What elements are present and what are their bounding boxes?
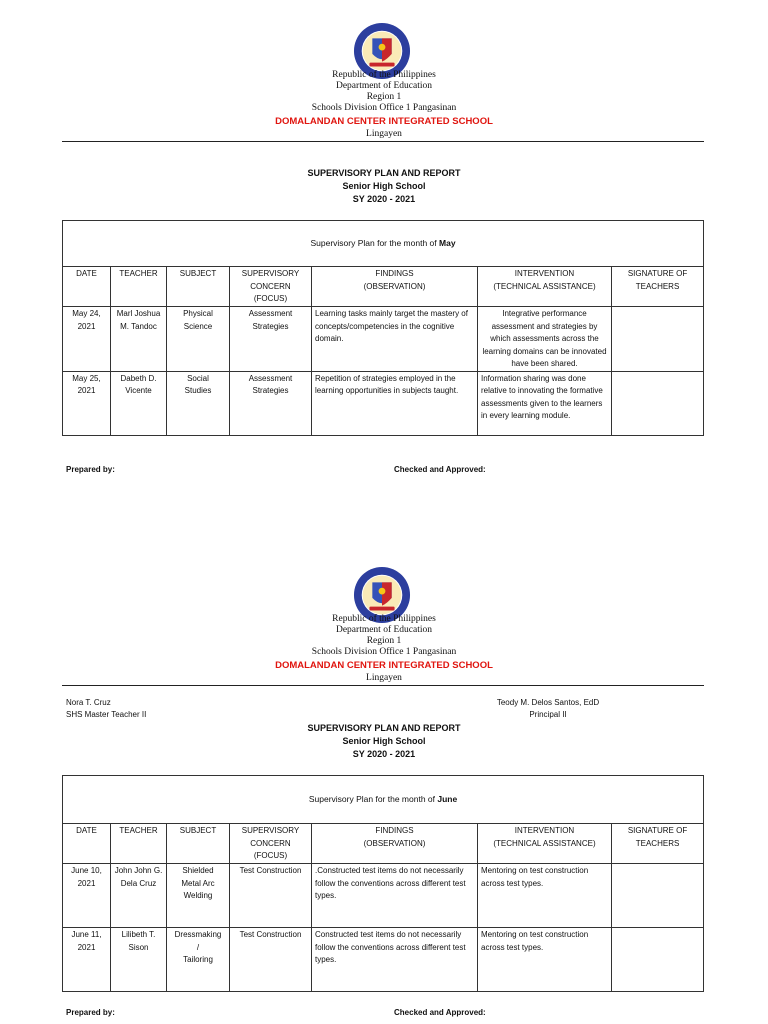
header-divider bbox=[62, 141, 704, 142]
col-intervention: INTERVENTION (TECHNICAL ASSISTANCE) bbox=[478, 267, 612, 307]
col-findings: FINDINGS (OBSERVATION) bbox=[312, 824, 478, 864]
month-title-prefix: Supervisory Plan for the month of bbox=[308, 794, 435, 805]
cell-subject: Dressmaking / Tailoring bbox=[167, 928, 230, 992]
col-concern: SUPERVISORY CONCERN (FOCUS) bbox=[230, 267, 312, 307]
cell-concern: Assessment Strategies bbox=[230, 371, 312, 435]
checked-approved-label: Checked and Approved: bbox=[394, 1008, 486, 1017]
signatory-principal bbox=[492, 697, 604, 721]
signatory-teacher bbox=[66, 697, 146, 721]
signatory-teacher-title: SHS Master Teacher II bbox=[66, 710, 147, 719]
supervisory-plan-table bbox=[62, 775, 704, 992]
column-header-row bbox=[63, 824, 704, 864]
cell-teacher: Lilibeth T. Sison bbox=[111, 928, 167, 992]
month-title-prefix: Supervisory Plan for the month of bbox=[310, 238, 437, 249]
cell-date: June 11, 2021 bbox=[63, 928, 111, 992]
doc-title: SUPERVISORY PLAN AND REPORT bbox=[307, 168, 461, 178]
doc-school-year: SY 2020 - 2021 bbox=[352, 749, 416, 759]
signatory-principal-title: Principal II bbox=[529, 710, 567, 719]
header-division: Schools Division Office 1 Pangasinan bbox=[311, 647, 457, 657]
month-title bbox=[63, 776, 704, 824]
table-row bbox=[63, 928, 704, 992]
cell-intervention: Information sharing was done relative to innovating the formative assessments given to the learners in every learning module. bbox=[478, 371, 612, 435]
col-subject: SUBJECT bbox=[167, 824, 230, 864]
cell-teacher: Dabeth D. Vicente bbox=[111, 371, 167, 435]
supervisory-plan-table bbox=[62, 220, 704, 436]
doc-school-year: SY 2020 - 2021 bbox=[352, 194, 416, 204]
cell-subject: Social Studies bbox=[167, 371, 230, 435]
doc-subtitle: Senior High School bbox=[342, 181, 426, 191]
cell-date: June 10, 2021 bbox=[63, 864, 111, 928]
header-republic: Republic of the Philippines bbox=[332, 70, 436, 80]
cell-findings: .Constructed test items do not necessarily follow the conventions across different test types. bbox=[312, 864, 478, 928]
cell-signature[interactable] bbox=[612, 864, 704, 928]
col-teacher: TEACHER bbox=[111, 824, 167, 864]
cell-findings: Constructed test items do not necessarily follow the conventions across different test types. bbox=[312, 928, 478, 992]
col-intervention: INTERVENTION (TECHNICAL ASSISTANCE) bbox=[478, 824, 612, 864]
cell-subject: Physical Science bbox=[167, 307, 230, 372]
header-region: Region 1 bbox=[366, 636, 402, 646]
checked-approved-label: Checked and Approved: bbox=[394, 465, 486, 474]
cell-date: May 24, 2021 bbox=[63, 307, 111, 372]
header-region: Region 1 bbox=[366, 92, 402, 102]
column-header-row bbox=[63, 267, 704, 307]
cell-findings: Repetition of strategies employed in the learning opportunities in subjects taught. bbox=[312, 371, 478, 435]
cell-teacher: Marl Joshua M. Tandoc bbox=[111, 307, 167, 372]
prepared-by-label: Prepared by: bbox=[66, 1008, 115, 1017]
doc-subtitle: Senior High School bbox=[342, 736, 426, 746]
col-date: DATE bbox=[63, 267, 111, 307]
table-row bbox=[63, 864, 704, 928]
cell-intervention: Integrative performance assessment and strategies by which assessments across the learning domains can be innovated have been shared. bbox=[478, 307, 612, 372]
cell-teacher: John John G. Dela Cruz bbox=[111, 864, 167, 928]
cell-findings: Learning tasks mainly target the mastery of concepts/competencies in the cognitive domain. bbox=[312, 307, 478, 372]
col-subject: SUBJECT bbox=[167, 267, 230, 307]
cell-concern: Assessment Strategies bbox=[230, 307, 312, 372]
header-republic: Republic of the Philippines bbox=[332, 614, 436, 624]
col-teacher: TEACHER bbox=[111, 267, 167, 307]
signatory-principal-name: Teody M. Delos Santos, EdD bbox=[496, 698, 600, 707]
table-row bbox=[63, 307, 704, 372]
header-department: Department of Education bbox=[335, 81, 433, 91]
table-row bbox=[63, 371, 704, 435]
month-name: May bbox=[439, 238, 456, 249]
header-town: Lingayen bbox=[366, 129, 402, 139]
header-division: Schools Division Office 1 Pangasinan bbox=[311, 103, 457, 113]
cell-intervention: Mentoring on test construction across test types. bbox=[478, 928, 612, 992]
col-findings: FINDINGS (OBSERVATION) bbox=[312, 267, 478, 307]
prepared-by-label: Prepared by: bbox=[66, 465, 115, 474]
cell-subject: Shielded Metal Arc Welding bbox=[167, 864, 230, 928]
cell-signature[interactable] bbox=[612, 371, 704, 435]
col-signature: SIGNATURE OF TEACHERS bbox=[612, 824, 704, 864]
header-school-name: DOMALANDAN CENTER INTEGRATED SCHOOL bbox=[275, 660, 493, 671]
col-signature: SIGNATURE OF TEACHERS bbox=[612, 267, 704, 307]
month-name: June bbox=[437, 794, 458, 805]
cell-signature[interactable] bbox=[612, 307, 704, 372]
col-concern: SUPERVISORY CONCERN (FOCUS) bbox=[230, 824, 312, 864]
header-department: Department of Education bbox=[335, 625, 433, 635]
header-divider bbox=[62, 685, 704, 686]
cell-concern: Test Construction bbox=[230, 864, 312, 928]
signatory-teacher-name: Nora T. Cruz bbox=[66, 698, 111, 707]
doc-title: SUPERVISORY PLAN AND REPORT bbox=[307, 723, 461, 733]
cell-intervention: Mentoring on test construction across test types. bbox=[478, 864, 612, 928]
col-date: DATE bbox=[63, 824, 111, 864]
month-title bbox=[63, 221, 704, 267]
cell-signature[interactable] bbox=[612, 928, 704, 992]
cell-concern: Test Construction bbox=[230, 928, 312, 992]
cell-date: May 25, 2021 bbox=[63, 371, 111, 435]
header-school-name: DOMALANDAN CENTER INTEGRATED SCHOOL bbox=[275, 116, 493, 127]
header-town: Lingayen bbox=[366, 673, 402, 683]
